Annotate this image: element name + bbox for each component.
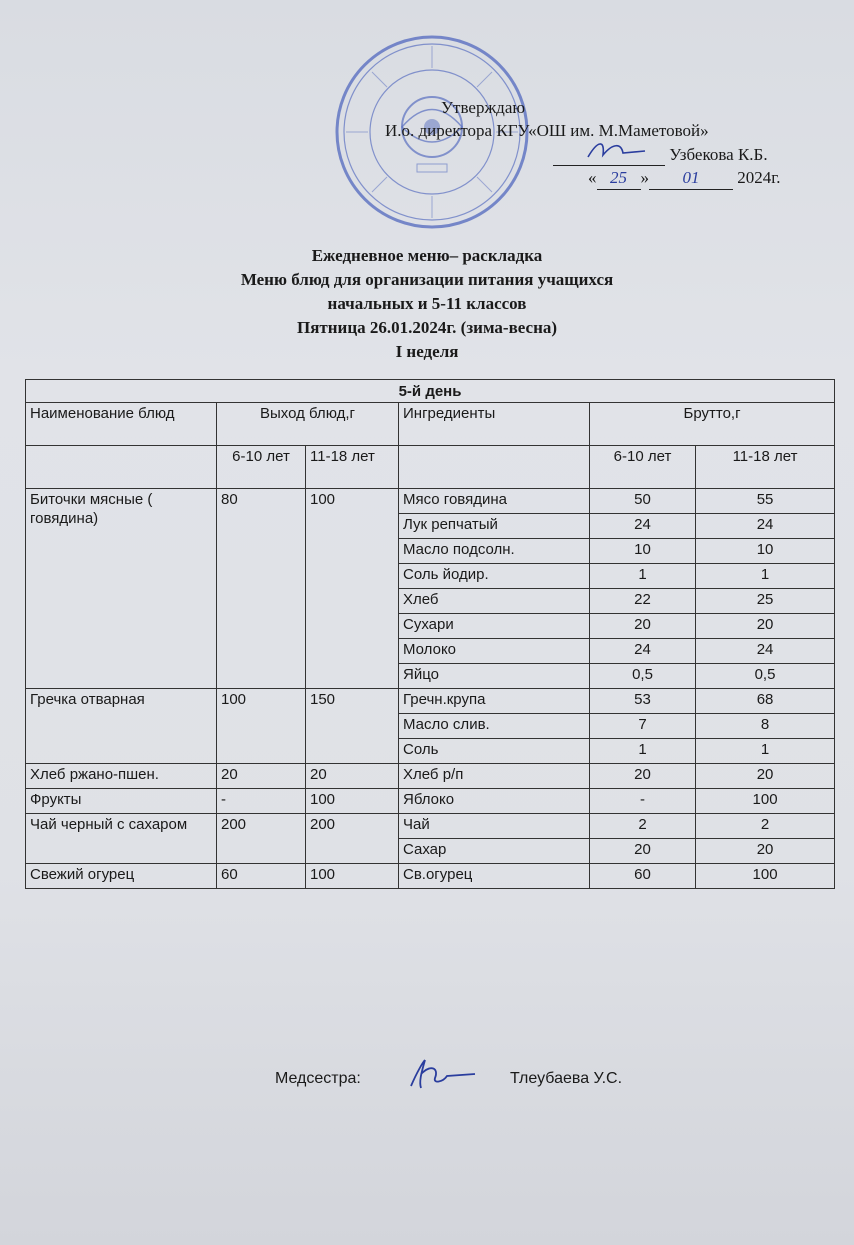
gross-age1-cell: 60 bbox=[590, 864, 696, 889]
title-line-3: начальных и 5-11 классов bbox=[327, 294, 527, 313]
table-row bbox=[26, 689, 835, 714]
subheader-empty-2 bbox=[399, 446, 590, 489]
subheader-gross-age1: 6-10 лет bbox=[590, 446, 696, 489]
output-age1-cell: 100 bbox=[217, 689, 306, 764]
table-row bbox=[26, 489, 835, 514]
ingredient-name-cell: Чай bbox=[399, 814, 590, 839]
ingredient-name-cell: Масло подсолн. bbox=[399, 539, 590, 564]
output-age2-cell: 200 bbox=[306, 814, 399, 864]
gross-age2-cell: 100 bbox=[696, 864, 835, 889]
ingredient-name-cell: Яйцо bbox=[399, 664, 590, 689]
ingredient-name-cell: Масло слив. bbox=[399, 714, 590, 739]
gross-age2-cell: 1 bbox=[696, 564, 835, 589]
gross-age1-cell: 20 bbox=[590, 614, 696, 639]
subheader-empty bbox=[26, 446, 217, 489]
nurse-label: Медсестра: bbox=[275, 1070, 361, 1087]
output-age1-cell: 80 bbox=[217, 489, 306, 689]
nurse-signature-block bbox=[275, 1064, 795, 1104]
gross-age2-cell: 8 bbox=[696, 714, 835, 739]
gross-age2-cell: 100 bbox=[696, 789, 835, 814]
output-age2-cell: 100 bbox=[306, 864, 399, 889]
gross-age2-cell: 24 bbox=[696, 514, 835, 539]
gross-age2-cell: 20 bbox=[696, 764, 835, 789]
table-row bbox=[26, 789, 835, 814]
dish-name-cell: Свежий огурец bbox=[26, 864, 217, 889]
ingredient-name-cell: Сахар bbox=[399, 839, 590, 864]
table-row bbox=[26, 864, 835, 889]
table-row bbox=[26, 814, 835, 839]
gross-age1-cell: 2 bbox=[590, 814, 696, 839]
header-ingredients: Ингредиенты bbox=[399, 403, 590, 446]
ingredient-name-cell: Сухари bbox=[399, 614, 590, 639]
director-signature bbox=[553, 147, 665, 166]
ingredient-name-cell: Молоко bbox=[399, 639, 590, 664]
subheader-output-age1: 6-10 лет bbox=[217, 446, 306, 489]
output-age1-cell: - bbox=[217, 789, 306, 814]
gross-age1-cell: 0,5 bbox=[590, 664, 696, 689]
gross-age2-cell: 20 bbox=[696, 614, 835, 639]
output-age2-cell: 100 bbox=[306, 789, 399, 814]
date-close-quote: » bbox=[640, 168, 649, 187]
title-line-4: Пятница 26.01.2024г. (зима-весна) bbox=[296, 318, 558, 337]
ingredient-name-cell: Гречн.крупа bbox=[399, 689, 590, 714]
gross-age2-cell: 2 bbox=[696, 814, 835, 839]
ingredient-name-cell: Соль bbox=[399, 739, 590, 764]
gross-age2-cell: 55 bbox=[696, 489, 835, 514]
gross-age1-cell: 22 bbox=[590, 589, 696, 614]
dish-name-cell: Хлеб ржано-пшен. bbox=[26, 764, 217, 789]
gross-age1-cell: 50 bbox=[590, 489, 696, 514]
nurse-name: Тлеубаева У.С. bbox=[510, 1070, 623, 1087]
gross-age1-cell: 7 bbox=[590, 714, 696, 739]
gross-age2-cell: 24 bbox=[696, 639, 835, 664]
ingredient-name-cell: Соль йодир. bbox=[399, 564, 590, 589]
output-age2-cell: 150 bbox=[306, 689, 399, 764]
subheader-output-age2: 11-18 лет bbox=[306, 446, 399, 489]
ingredient-name-cell: Мясо говядина bbox=[399, 489, 590, 514]
ingredient-name-cell: Св.огурец bbox=[399, 864, 590, 889]
header-gross: Брутто,г bbox=[590, 403, 835, 446]
ingredient-name-cell: Яблоко bbox=[399, 789, 590, 814]
ingredient-name-cell: Хлеб р/п bbox=[399, 764, 590, 789]
title-line-2: Меню блюд для организации питания учащихся bbox=[240, 270, 614, 289]
gross-age2-cell: 1 bbox=[696, 739, 835, 764]
approval-heading: Утверждаю bbox=[441, 98, 526, 117]
document-titles bbox=[0, 244, 854, 364]
table-subheader-row bbox=[26, 446, 835, 489]
ingredient-name-cell: Хлеб bbox=[399, 589, 590, 614]
day-label: 5-й день bbox=[26, 380, 835, 403]
output-age2-cell: 20 bbox=[306, 764, 399, 789]
output-age1-cell: 20 bbox=[217, 764, 306, 789]
subheader-gross-age2: 11-18 лет bbox=[696, 446, 835, 489]
nurse-signature bbox=[403, 1054, 483, 1094]
date-open-quote: « bbox=[588, 168, 597, 187]
director-name: Узбекова К.Б. bbox=[669, 145, 768, 164]
title-line-5: I неделя bbox=[395, 342, 459, 361]
header-dish: Наименование блюд bbox=[26, 403, 217, 446]
table-header-row bbox=[26, 403, 835, 446]
gross-age2-cell: 10 bbox=[696, 539, 835, 564]
gross-age2-cell: 25 bbox=[696, 589, 835, 614]
output-age1-cell: 200 bbox=[217, 814, 306, 864]
gross-age1-cell: - bbox=[590, 789, 696, 814]
dish-name-cell: Биточки мясные ( говядина) bbox=[26, 489, 217, 689]
gross-age1-cell: 10 bbox=[590, 539, 696, 564]
title-line-1: Ежедневное меню– раскладка bbox=[311, 246, 543, 265]
gross-age1-cell: 24 bbox=[590, 639, 696, 664]
approval-position: И.о. директора КГУ«ОШ им. М.Маметовой» bbox=[385, 121, 709, 140]
table-day-row bbox=[26, 380, 835, 403]
header-output: Выход блюд,г bbox=[217, 403, 399, 446]
gross-age2-cell: 68 bbox=[696, 689, 835, 714]
gross-age1-cell: 1 bbox=[590, 564, 696, 589]
output-age1-cell: 60 bbox=[217, 864, 306, 889]
gross-age1-cell: 1 bbox=[590, 739, 696, 764]
approval-date bbox=[588, 166, 781, 190]
date-day: 25 bbox=[597, 166, 641, 190]
gross-age1-cell: 53 bbox=[590, 689, 696, 714]
menu-table bbox=[25, 379, 835, 889]
gross-age1-cell: 24 bbox=[590, 514, 696, 539]
gross-age1-cell: 20 bbox=[590, 839, 696, 864]
output-age2-cell: 100 bbox=[306, 489, 399, 689]
table-row bbox=[26, 764, 835, 789]
approval-director-line bbox=[553, 143, 768, 166]
date-month: 01 bbox=[649, 166, 733, 190]
date-year: 2024г. bbox=[737, 168, 781, 187]
dish-name-cell: Фрукты bbox=[26, 789, 217, 814]
dish-name-cell: Чай черный с сахаром bbox=[26, 814, 217, 864]
gross-age2-cell: 0,5 bbox=[696, 664, 835, 689]
dish-name-cell: Гречка отварная bbox=[26, 689, 217, 764]
gross-age2-cell: 20 bbox=[696, 839, 835, 864]
ingredient-name-cell: Лук репчатый bbox=[399, 514, 590, 539]
gross-age1-cell: 20 bbox=[590, 764, 696, 789]
